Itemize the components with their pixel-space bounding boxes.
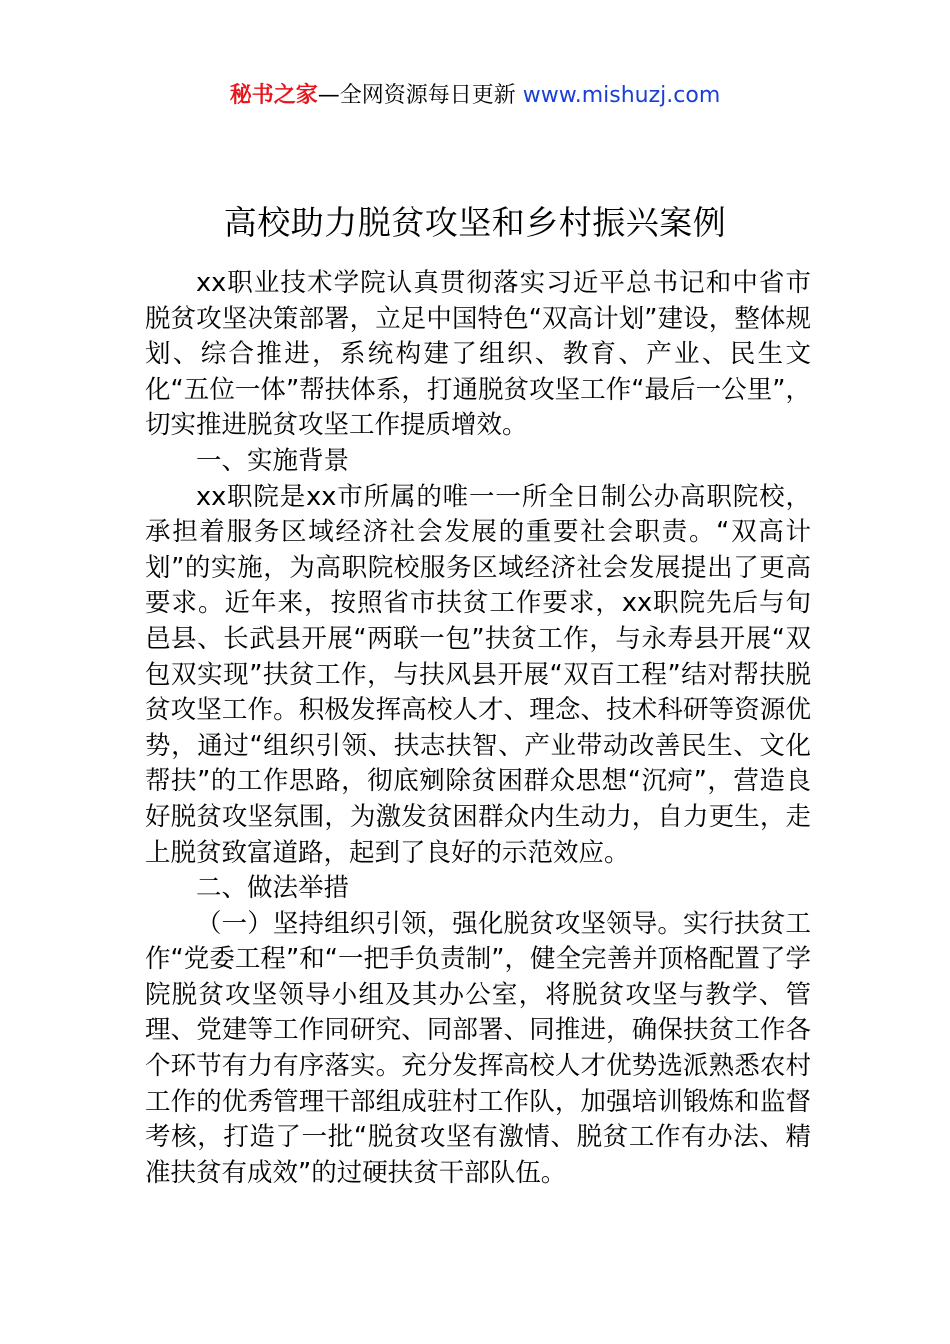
- site-slogan: —全网资源每日更新: [317, 83, 523, 108]
- site-header: [0, 80, 950, 112]
- background-paragraph: xx职院是xx市所属的唯一一所全日制公办高职院校，承担着服务区域经济社会发展的重要社会职责。“双高计划”的实施，为高职院校服务区域经济社会发展提出了更高要求。近年来，按照省市扶贫工作要求，xx职院先后与旬邑县、长武县开展“两联一包”扶贫工作，与永寿县开展“双包双实现”扶贫工作，与扶风县开展“双百工程”结对帮扶脱贫攻坚工作。积极发挥高校人才、理念、技术科研等资源优势，通过“组织引领、扶志扶智、产业带动改善民生、文化帮扶”的工作思路，彻底剜除贫困群众思想“沉疴”，营造良好脱贫攻坚氛围，为激发贫困群众内生动力，自力更生，走上脱贫致富道路，起到了良好的示范效应。: [145, 481, 811, 868]
- document-title: 高校助力脱贫攻坚和乡村振兴案例: [223, 203, 727, 243]
- document-body: [145, 266, 811, 1191]
- intro-paragraph: xx职业技术学院认真贯彻落实习近平总书记和中省市脱贫攻坚决策部署，立足中国特色“双高计划”建设，整体规划、综合推进，系统构建了组织、教育、产业、民生文化“五位一体”帮扶体系，打通脱贫攻坚工作“最后一公里”，切实推进脱贫攻坚工作提质增效。: [145, 268, 811, 441]
- measures-paragraph-1: （一）坚持组织引领，强化脱贫攻坚领导。实行扶贫工作“党委工程”和“一把手负责制”，健全完善并顶格配置了学院脱贫攻坚领导小组及其办公室，将脱贫攻坚与教学、管理、党建等工作同研究、同部署、同推进，确保扶贫工作各个环节有力有序落实。充分发挥高校人才优势选派熟悉农村工作的优秀管理干部组成驻村工作队，加强培训锻炼和监督考核，打造了一批“脱贫攻坚有激情、脱贫工作有办法、精准扶贫有成效”的过硬扶贫干部队伍。: [145, 908, 811, 1188]
- site-url-link[interactable]: www.mishuzj.com: [522, 83, 721, 108]
- section-heading-measures: 二、做法举措: [196, 873, 350, 904]
- brand-name: 秘书之家: [229, 83, 318, 108]
- section-heading-background: 一、实施背景: [196, 445, 350, 476]
